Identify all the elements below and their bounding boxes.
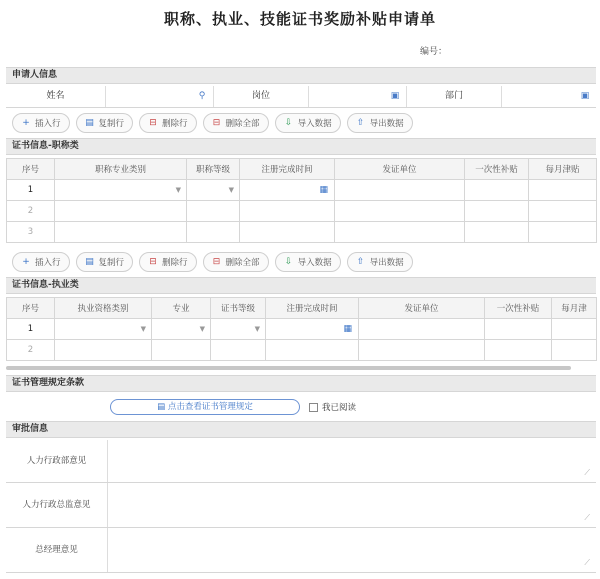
trash-icon: ⊟ <box>149 118 157 128</box>
cert-level-select[interactable] <box>211 340 266 361</box>
table-row <box>7 222 597 243</box>
approval-section-header: 审批信息 <box>6 421 596 438</box>
import-data-button[interactable]: ⇩ 导入数据 <box>275 252 341 272</box>
copy-icon: ▤ <box>85 257 94 267</box>
approval-row-hr-director <box>6 483 596 528</box>
row-index: 1 <box>7 319 55 340</box>
position-field[interactable] <box>309 86 407 107</box>
title-toolbar <box>12 113 413 135</box>
position-label: 岗位 <box>214 86 309 107</box>
issuer-input[interactable] <box>359 340 485 361</box>
delete-row-button[interactable]: ⊟ 删除行 <box>139 252 197 272</box>
major-select[interactable] <box>152 340 211 361</box>
col-one-time-subsidy: 一次性补贴 <box>465 159 529 180</box>
title-level-select[interactable] <box>187 180 240 201</box>
cert-level-select[interactable] <box>211 319 266 340</box>
trash-icon: ⊟ <box>212 118 221 128</box>
practice-cert-section-header: 证书信息-执业类 <box>6 277 596 294</box>
import-icon: ⇩ <box>284 118 293 128</box>
one-time-subsidy-input[interactable] <box>465 201 529 222</box>
title-category-select[interactable] <box>55 222 187 243</box>
calendar-icon[interactable]: ▦ <box>343 324 352 334</box>
practice-toolbar <box>12 252 413 274</box>
resize-handle-icon[interactable]: ⟋ <box>584 558 590 567</box>
dept-label: 部门 <box>407 86 502 107</box>
table-row <box>7 180 597 201</box>
title-cert-section-header: 证书信息-职称类 <box>6 138 596 155</box>
one-time-subsidy-input[interactable] <box>465 180 529 201</box>
copy-row-button[interactable]: ▤ 复制行 <box>76 252 134 272</box>
monthly-allowance-input[interactable] <box>529 201 597 222</box>
row-index: 2 <box>7 201 55 222</box>
rules-section-header: 证书管理规定条款 <box>6 375 596 392</box>
delete-all-button[interactable]: ⊟ 删除全部 <box>203 252 269 272</box>
col-index: 序号 <box>7 159 55 180</box>
chevron-down-icon: ▼ <box>140 325 146 333</box>
one-time-subsidy-input[interactable] <box>485 319 552 340</box>
applicant-row <box>6 86 596 108</box>
read-confirm-checkbox[interactable]: 我已阅读 <box>309 401 356 413</box>
calendar-icon[interactable]: ▦ <box>319 185 328 195</box>
export-data-button[interactable]: ⇧ 导出数据 <box>347 113 413 133</box>
practice-cert-table <box>6 297 597 361</box>
select-icon[interactable]: ▣ <box>390 91 400 101</box>
monthly-allowance-input[interactable] <box>529 180 597 201</box>
col-practice-category: 执业资格类别 <box>55 298 152 319</box>
page-title: 职称、执业、技能证书奖励补贴申请单 <box>163 10 436 28</box>
resize-handle-icon[interactable]: ⟋ <box>584 468 590 477</box>
issuer-input[interactable] <box>359 319 485 340</box>
name-label: 姓名 <box>6 86 106 107</box>
col-one-time-subsidy: 一次性补贴 <box>485 298 552 319</box>
col-title-level: 职称等级 <box>187 159 240 180</box>
issuer-input[interactable] <box>335 222 465 243</box>
col-monthly-allowance: 每月津 <box>552 298 597 319</box>
col-title-category: 职称专业类别 <box>55 159 187 180</box>
hr-opinion-label: 人力行政部意见 <box>6 440 108 482</box>
chevron-down-icon: ▼ <box>175 186 181 194</box>
gm-opinion-label: 总经理意见 <box>6 528 108 572</box>
resize-handle-icon[interactable]: ⟋ <box>584 513 590 522</box>
title-cert-table <box>6 158 597 243</box>
row-index: 2 <box>7 340 55 361</box>
horizontal-scrollbar[interactable] <box>6 366 571 370</box>
trash-icon: ⊟ <box>149 257 157 267</box>
monthly-allowance-input[interactable] <box>552 340 597 361</box>
select-icon[interactable]: ▣ <box>580 91 590 101</box>
chevron-down-icon: ▼ <box>228 186 234 194</box>
row-index: 1 <box>7 180 55 201</box>
document-icon: ▤ <box>157 402 168 412</box>
col-issuer: 发证单位 <box>335 159 465 180</box>
hr-director-opinion-label: 人力行政总监意见 <box>6 483 108 527</box>
monthly-allowance-input[interactable] <box>552 319 597 340</box>
issuer-input[interactable] <box>335 201 465 222</box>
col-monthly-allowance: 每月津贴 <box>529 159 597 180</box>
issuer-input[interactable] <box>335 180 465 201</box>
copy-row-button[interactable]: ▤ 复制行 <box>76 113 134 133</box>
col-index: 序号 <box>7 298 55 319</box>
reg-time-picker[interactable] <box>240 180 335 201</box>
title-level-select[interactable] <box>187 201 240 222</box>
hr-opinion-textarea[interactable] <box>108 440 596 482</box>
checkbox-box[interactable] <box>309 403 318 412</box>
reg-time-picker[interactable] <box>266 340 359 361</box>
dept-field[interactable] <box>502 86 596 107</box>
col-reg-time: 注册完成时间 <box>266 298 359 319</box>
person-icon[interactable]: ⚲ <box>198 91 206 101</box>
approval-row-hr <box>6 440 596 483</box>
major-select[interactable] <box>152 319 211 340</box>
gm-opinion-textarea[interactable] <box>108 528 596 572</box>
row-index: 3 <box>7 222 55 243</box>
reg-time-picker[interactable] <box>240 222 335 243</box>
hr-director-opinion-textarea[interactable] <box>108 483 596 527</box>
reg-time-picker[interactable] <box>266 319 359 340</box>
col-issuer: 发证单位 <box>359 298 485 319</box>
col-major: 专业 <box>152 298 211 319</box>
delete-row-button[interactable]: ⊟ 删除行 <box>139 113 197 133</box>
insert-row-button[interactable]: + 插入行 <box>12 252 70 272</box>
approval-row-gm <box>6 528 596 573</box>
view-rules-button[interactable]: ▤ 点击查看证书管理规定 <box>110 399 300 415</box>
chevron-down-icon: ▼ <box>254 325 260 333</box>
export-data-button[interactable]: ⇧ 导出数据 <box>347 252 413 272</box>
table-row <box>7 319 597 340</box>
title-category-select[interactable] <box>55 180 187 201</box>
serial-number-label: 编号： <box>420 47 448 57</box>
practice-category-select[interactable] <box>55 340 152 361</box>
chevron-down-icon: ▼ <box>199 325 205 333</box>
reg-time-picker[interactable] <box>240 201 335 222</box>
table-row <box>7 201 597 222</box>
trash-icon: ⊟ <box>212 257 221 267</box>
plus-icon: + <box>22 257 30 267</box>
practice-category-select[interactable] <box>55 319 152 340</box>
table-row <box>7 340 597 361</box>
export-icon: ⇧ <box>356 118 365 128</box>
title-level-select[interactable] <box>187 222 240 243</box>
col-cert-level: 证书等级 <box>211 298 266 319</box>
plus-icon: + <box>22 118 30 128</box>
one-time-subsidy-input[interactable] <box>465 222 529 243</box>
copy-icon: ▤ <box>85 118 94 128</box>
applicant-section-header: 申请人信息 <box>6 67 596 84</box>
monthly-allowance-input[interactable] <box>529 222 597 243</box>
name-field[interactable] <box>106 86 214 107</box>
one-time-subsidy-input[interactable] <box>485 340 552 361</box>
import-icon: ⇩ <box>284 257 293 267</box>
import-data-button[interactable]: ⇩ 导入数据 <box>275 113 341 133</box>
export-icon: ⇧ <box>356 257 365 267</box>
delete-all-button[interactable]: ⊟ 删除全部 <box>203 113 269 133</box>
title-category-select[interactable] <box>55 201 187 222</box>
insert-row-button[interactable]: + 插入行 <box>12 113 70 133</box>
col-reg-time: 注册完成时间 <box>240 159 335 180</box>
